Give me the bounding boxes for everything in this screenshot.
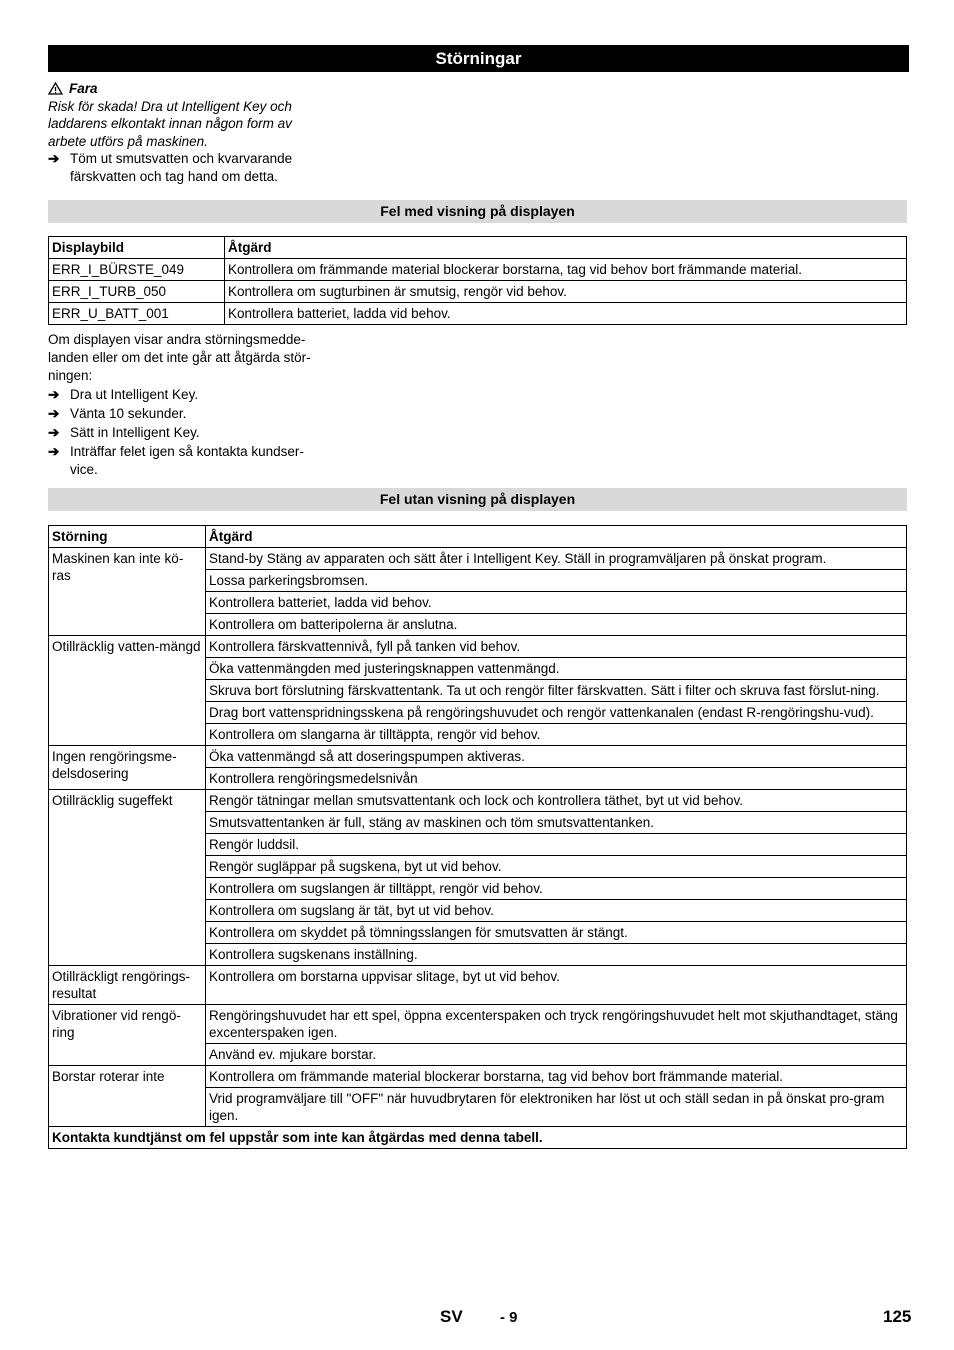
intro-text: Om displayen visar andra störningsmedde-landen eller om det inte går att åtgärda stör-ningen: bbox=[48, 332, 311, 383]
action-cell: Kontrollera om sugslangen är tilltäppt, rengör vid behov. bbox=[206, 878, 907, 900]
column-header: Åtgärd bbox=[206, 526, 907, 548]
action-cell: Kontrollera om slangarna är tilltäppta, rengör vid behov. bbox=[206, 724, 907, 746]
table-header-row bbox=[49, 526, 907, 548]
page-title: Störningar bbox=[48, 45, 909, 72]
action-cell: Rengöringshuvudet har ett spel, öppna excenterspaken och tryck rengöringshuvudet helt mot skjuthandtaget, stäng excenterspaken igen. bbox=[206, 1005, 907, 1044]
action-cell: Rengör luddsil. bbox=[206, 834, 907, 856]
action-cell: Kontrollera färskvattennivå, fyll på tanken vid behov. bbox=[206, 636, 907, 658]
danger-heading bbox=[48, 80, 328, 98]
section-heading-display: Fel med visning på displayen bbox=[48, 200, 907, 223]
step-item bbox=[48, 424, 328, 442]
step-item bbox=[48, 443, 328, 479]
fault-cell: Maskinen kan inte kö-ras bbox=[49, 548, 206, 636]
table-row bbox=[49, 281, 907, 303]
error-action: Kontrollera batteriet, ladda vid behov. bbox=[225, 303, 907, 325]
footer-section-number: - 9 bbox=[500, 1309, 518, 1326]
arrow-icon: ➔ bbox=[48, 387, 60, 402]
step-item bbox=[48, 386, 328, 404]
page-number: 125 bbox=[883, 1307, 912, 1326]
step-text: Sätt in Intelligent Key. bbox=[70, 425, 200, 440]
action-cell: Kontrollera om främmande material blockerar borstarna, tag vid behov bort främmande material. bbox=[206, 1066, 907, 1088]
footer-note: Kontakta kundtjänst om fel uppstår som inte kan åtgärdas med denna tabell. bbox=[49, 1127, 907, 1149]
middle-instructions bbox=[48, 331, 328, 479]
error-code: ERR_I_BÜRSTE_049 bbox=[49, 259, 225, 281]
table-row bbox=[49, 303, 907, 325]
steps-list bbox=[48, 386, 328, 479]
display-error-table bbox=[48, 236, 907, 325]
action-cell: Kontrollera om skyddet på tömningsslangen för smutsvatten är stängt. bbox=[206, 922, 907, 944]
error-code: ERR_U_BATT_001 bbox=[49, 303, 225, 325]
column-header: Displaybild bbox=[49, 237, 225, 259]
action-cell: Kontrollera om sugslang är tät, byt ut vid behov. bbox=[206, 900, 907, 922]
action-cell: Lossa parkeringsbromsen. bbox=[206, 570, 907, 592]
action-cell: Drag bort vattenspridningsskena på rengöringshuvudet och rengör vattenkanalen (endast R-rengöringshu-vud). bbox=[206, 702, 907, 724]
arrow-icon: ➔ bbox=[48, 151, 60, 166]
action-cell: Kontrollera om borstarna uppvisar slitage, byt ut vid behov. bbox=[206, 966, 907, 1005]
table-footer-row bbox=[49, 1127, 907, 1149]
column-header: Störning bbox=[49, 526, 206, 548]
step-text: Vänta 10 sekunder. bbox=[70, 406, 187, 421]
action-cell: Rengör tätningar mellan smutsvattentank och lock och kontrollera täthet, byt ut vid behov. bbox=[206, 790, 907, 812]
step-text: Dra ut Intelligent Key. bbox=[70, 387, 199, 402]
action-cell: Kontrollera sugskenans inställning. bbox=[206, 944, 907, 966]
table-row bbox=[49, 1066, 907, 1088]
section-heading-no-display: Fel utan visning på displayen bbox=[48, 488, 907, 511]
danger-label: Fara bbox=[69, 81, 98, 96]
fault-cell: Otillräcklig sugeffekt bbox=[49, 790, 206, 966]
table-row bbox=[49, 966, 907, 1005]
table-header-row bbox=[49, 237, 907, 259]
step-item bbox=[48, 405, 328, 423]
action-cell: Öka vattenmängden med justeringsknappen vattenmängd. bbox=[206, 658, 907, 680]
action-cell: Stand-by Stäng av apparaten och sätt åter i Intelligent Key. Ställ in programväljaren på önskat program. bbox=[206, 548, 907, 570]
fault-cell: Vibrationer vid rengö-ring bbox=[49, 1005, 206, 1066]
arrow-icon: ➔ bbox=[48, 406, 60, 421]
warning-icon bbox=[48, 82, 63, 95]
fault-table bbox=[48, 525, 907, 1149]
error-code: ERR_I_TURB_050 bbox=[49, 281, 225, 303]
arrow-icon: ➔ bbox=[48, 425, 60, 440]
arrow-icon: ➔ bbox=[48, 444, 60, 459]
action-cell: Skruva bort förslutning färskvattentank. Ta ut och rengör filter färskvatten. Sätt i filter och skruva fast förslut-ning. bbox=[206, 680, 907, 702]
fault-cell: Ingen rengöringsme-delsdosering bbox=[49, 746, 206, 790]
action-cell: Använd ev. mjukare borstar. bbox=[206, 1044, 907, 1066]
step-text: Inträffar felet igen så kontakta kundser-vice. bbox=[70, 444, 304, 477]
danger-text: Risk för skada! Dra ut Intelligent Key och laddarens elkontakt innan någon form av arbete utförs på maskinen. bbox=[48, 98, 292, 149]
footer-language: SV bbox=[440, 1307, 463, 1326]
table-row bbox=[49, 259, 907, 281]
danger-notice bbox=[48, 80, 328, 185]
table-row bbox=[49, 636, 907, 658]
action-cell: Rengör sugläppar på sugskena, byt ut vid behov. bbox=[206, 856, 907, 878]
table-row bbox=[49, 1005, 907, 1044]
action-cell: Öka vattenmängd så att doseringspumpen aktiveras. bbox=[206, 746, 907, 768]
fault-cell: Otillräckligt rengörings-resultat bbox=[49, 966, 206, 1005]
step-text: Töm ut smutsvatten och kvarvarande färskvatten och tag hand om detta. bbox=[70, 151, 293, 184]
column-header: Åtgärd bbox=[225, 237, 907, 259]
table-row bbox=[49, 746, 907, 768]
action-cell: Kontrollera om batteripolerna är anslutna. bbox=[206, 614, 907, 636]
fault-cell: Otillräcklig vatten-mängd bbox=[49, 636, 206, 746]
action-cell: Smutsvattentanken är full, stäng av maskinen och töm smutsvattentanken. bbox=[206, 812, 907, 834]
table-row bbox=[49, 790, 907, 812]
step-item bbox=[48, 150, 328, 185]
action-cell: Kontrollera rengöringsmedelsnivån bbox=[206, 768, 907, 790]
table-row bbox=[49, 548, 907, 570]
error-action: Kontrollera om främmande material blockerar borstarna, tag vid behov bort främmande material. bbox=[225, 259, 907, 281]
fault-cell: Borstar roterar inte bbox=[49, 1066, 206, 1127]
action-cell: Kontrollera batteriet, ladda vid behov. bbox=[206, 592, 907, 614]
error-action: Kontrollera om sugturbinen är smutsig, rengör vid behov. bbox=[225, 281, 907, 303]
action-cell: Vrid programväljare till "OFF" när huvudbrytaren för elektroniken har löst ut och ställ sedan in på önskat pro-gram igen. bbox=[206, 1088, 907, 1127]
